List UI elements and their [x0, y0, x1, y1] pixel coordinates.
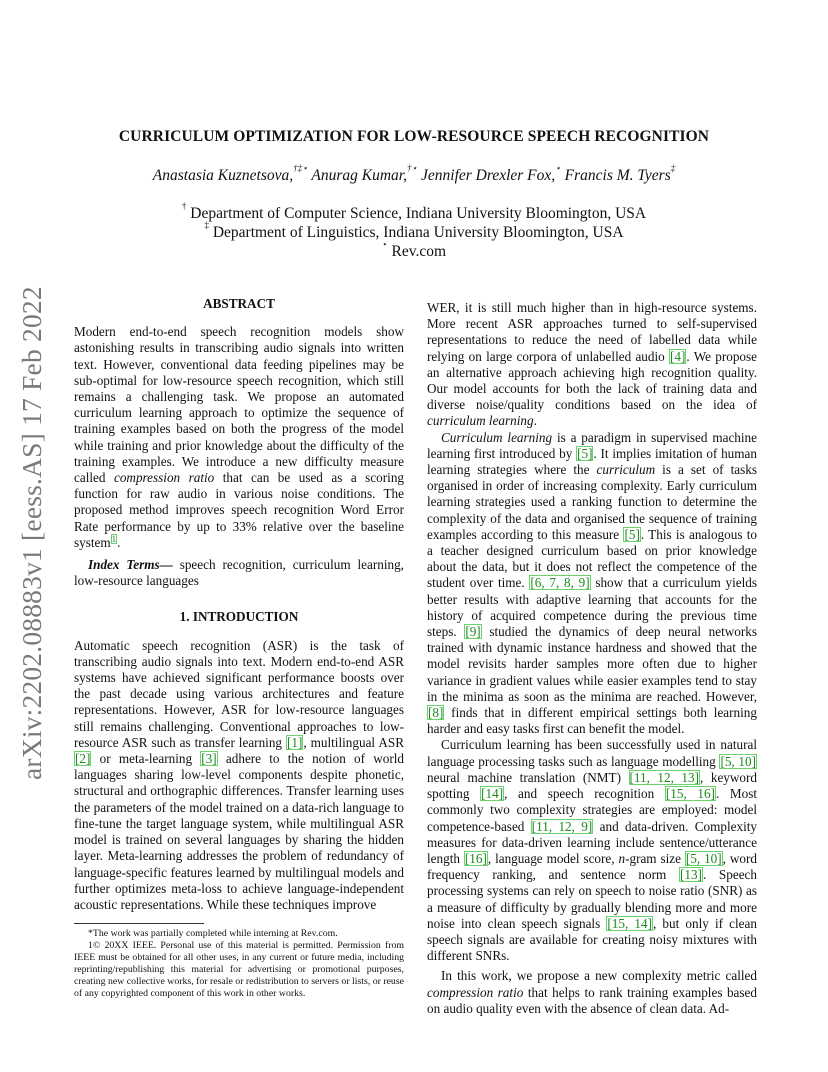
- affiliation-mark: ‡: [204, 220, 209, 230]
- affiliation: [74, 239, 754, 261]
- citation-link[interactable]: [15, 14]: [607, 915, 652, 931]
- footnote-ref[interactable]: 1: [111, 533, 117, 544]
- citation-link[interactable]: [3]: [201, 751, 217, 767]
- citation-link[interactable]: [5]: [624, 526, 640, 542]
- author-name: Jennifer Drexler Fox,: [421, 167, 556, 184]
- index-terms: Index Terms— speech recognition, curriculum learning, low-resource languages: [74, 557, 404, 589]
- author-list: [74, 163, 754, 185]
- citation-link[interactable]: [4]: [670, 348, 686, 364]
- author-marks: †⋆: [407, 163, 418, 173]
- author-marks: ‡: [670, 163, 676, 173]
- affiliation-mark: ⋆: [381, 239, 388, 249]
- author-name: Francis M. Tyers: [564, 167, 671, 184]
- citation-link[interactable]: [11, 12, 13]: [629, 769, 700, 785]
- intro-paragraph: Automatic speech recognition (ASR) is the task of transcribing audio signals into text. Modern end-to-end ASR systems have achieved significant performance boosts over the past decade using various architectures and feature representations. However, ASR for low-resource languages still remains challenging. Conventional approaches to low-resource ASR such as transfer learning [1], multilingual ASR [2] or meta-learning [3] adhere to the notion of world languages sharing low-level components despite phonetic, structural and orthographic differences. Transfer learning uses the parameters of the model trained on a data-rich language to fine-tune the target language system, while multilingual ASR model is trained on several languages by sharing the hidden layer. Meta-learning addresses the problem of redundancy of language-specific features learned by multilingual models and further optimizes meta-loss to achieve language-independent acoustic representations. While these techniques improve: [74, 637, 404, 912]
- arxiv-identifier: arXiv:2202.08883v1 [eess.AS] 17 Feb 2022: [16, 286, 47, 780]
- affiliation-text: Rev.com: [387, 243, 447, 260]
- footnotes: [74, 928, 404, 1000]
- abstract-heading: ABSTRACT: [203, 296, 275, 311]
- citation-link[interactable]: [5, 10]: [720, 753, 756, 769]
- body-paragraph: WER, it is still much higher than in high-resource systems. More recent ASR approaches turned to self-supervised representations to reduce the need of labelled data while relying on large corpora of unlabelled audio [4]. We propose an alternative approach achieving high recognition quality. Our model accounts for both the lack of training data and diverse noise/quality conditions based on the idea of curriculum learning.: [427, 300, 757, 429]
- body-paragraph: In this work, we propose a new complexity metric called compression ratio that helps to rank training examples based on audio quality even with the absence of clean data. Ad-: [427, 968, 757, 1016]
- citation-link[interactable]: [1]: [286, 734, 303, 750]
- right-column: [427, 300, 757, 1017]
- author-marks: †‡⋆: [293, 163, 308, 173]
- citation-link[interactable]: [14]: [481, 786, 504, 802]
- citation-link[interactable]: [13]: [679, 867, 702, 883]
- citation-link[interactable]: [9]: [465, 624, 481, 640]
- citation-link[interactable]: [6, 7, 8, 9]: [530, 575, 590, 591]
- left-column: [74, 296, 404, 1000]
- body-paragraph: Curriculum learning is a paradigm in supervised machine learning first introduced by [5]. It implies imitation of human learning strategies where the curriculum is a set of tasks organised in order of increasing complexity. Early curriculum learning strategies used a ranking function to determine the complexity of the data and organised the sequence of training examples according to this measure [5]. This is analogous to a teacher designed curriculum based on prior knowledge about the data, but it does not reflect the competence of the student over time. [6, 7, 8, 9] show that a curriculum yields better results with adaptive learning that accounts for the history of acquired competence during the previous time steps. [9] studied the dynamics of deep neural networks trained with dynamic instance hardness and showed that the model revisits harder samples more often due to higher variance in gradient values while easier examples tend to stay in the minima as soon as the minima are reached. However, [8] finds that in different empirical settings both learning harder and easy tasks first can benefit the model.: [427, 429, 758, 737]
- paper-title: CURRICULUM OPTIMIZATION FOR LOW-RESOURCE SPEECH RECOGNITION: [118, 128, 710, 145]
- abstract-text: Modern end-to-end speech recognition models show astonishing results in transcribing audio signals into written text. However, conventional data feeding pipelines may be sub-optimal for low-resource speech recognition, which still remains a challenging task. We propose an automated curriculum learning approach to optimize the sequence of training examples based on both the progress of the model while training and prior knowledge about the difficulty of the training examples. We introduce a new difficulty measure called compression ratio that can be used as a scoring function for raw audio in various noise conditions. The proposed method improves speech recognition Word Error Rate performance by up to 33% relative over the baseline system$^1$.: [74, 324, 405, 550]
- affiliation-text: Department of Computer Science, Indiana University Bloomington, USA: [186, 205, 647, 222]
- footnote: 1© 20XX IEEE. Personal use of this material is permitted. Permission from IEEE must be obtained for all other uses, in any current or future media, including reprinting/republishing this material for advertising or promotional purposes, creating new collective works, for resale or redistribution to servers or lists, or reuse of any copyrighted component of this work in other works.: [74, 940, 404, 1000]
- citation-link[interactable]: [16]: [464, 850, 487, 866]
- citation-link[interactable]: [8]: [428, 705, 444, 721]
- citation-link[interactable]: [5]: [577, 445, 593, 461]
- citation-link[interactable]: [15, 16]: [665, 786, 715, 802]
- affiliation-text: Department of Linguistics, Indiana University Bloomington, USA: [208, 224, 624, 241]
- footnote: *The work was partially completed while interning at Rev.com.: [88, 928, 338, 940]
- author-name: Anurag Kumar,: [311, 167, 407, 184]
- citation-link[interactable]: [11, 12, 9]: [531, 818, 593, 834]
- footnote-divider: [74, 923, 204, 924]
- author-marks: ⋆: [555, 163, 561, 173]
- affiliation: [74, 220, 754, 242]
- author-name: Anastasia Kuznetsova,: [152, 167, 294, 184]
- citation-link[interactable]: [5, 10]: [685, 850, 722, 866]
- citation-link[interactable]: [2]: [75, 751, 91, 767]
- affiliation-mark: †: [181, 201, 187, 211]
- affiliation: [74, 201, 754, 223]
- intro-heading: 1. INTRODUCTION: [179, 609, 299, 625]
- body-paragraph: Curriculum learning has been successfully used in natural language processing tasks such as language modelling [5, 10] neural machine translation (NMT) [11, 12, 13], keyword spotting [14], and speech recognition [15, 16]. Most commonly two complexity strategies are employed: model competence-based [11, 12, 9] and data-driven. Complexity measures for data-driven learning include sentence/utterance length [16], language model score, n-gram size [5, 10], word frequency ranking, and sentence norm [13]. Speech processing systems can rely on speech to noise ratio (SNR) as a measure of difficulty by gradually blending more and more noise into clean speech signals [15, 14], but only if clean speech signals are available for creating noisy mixtures with different SNRs.: [427, 737, 757, 964]
